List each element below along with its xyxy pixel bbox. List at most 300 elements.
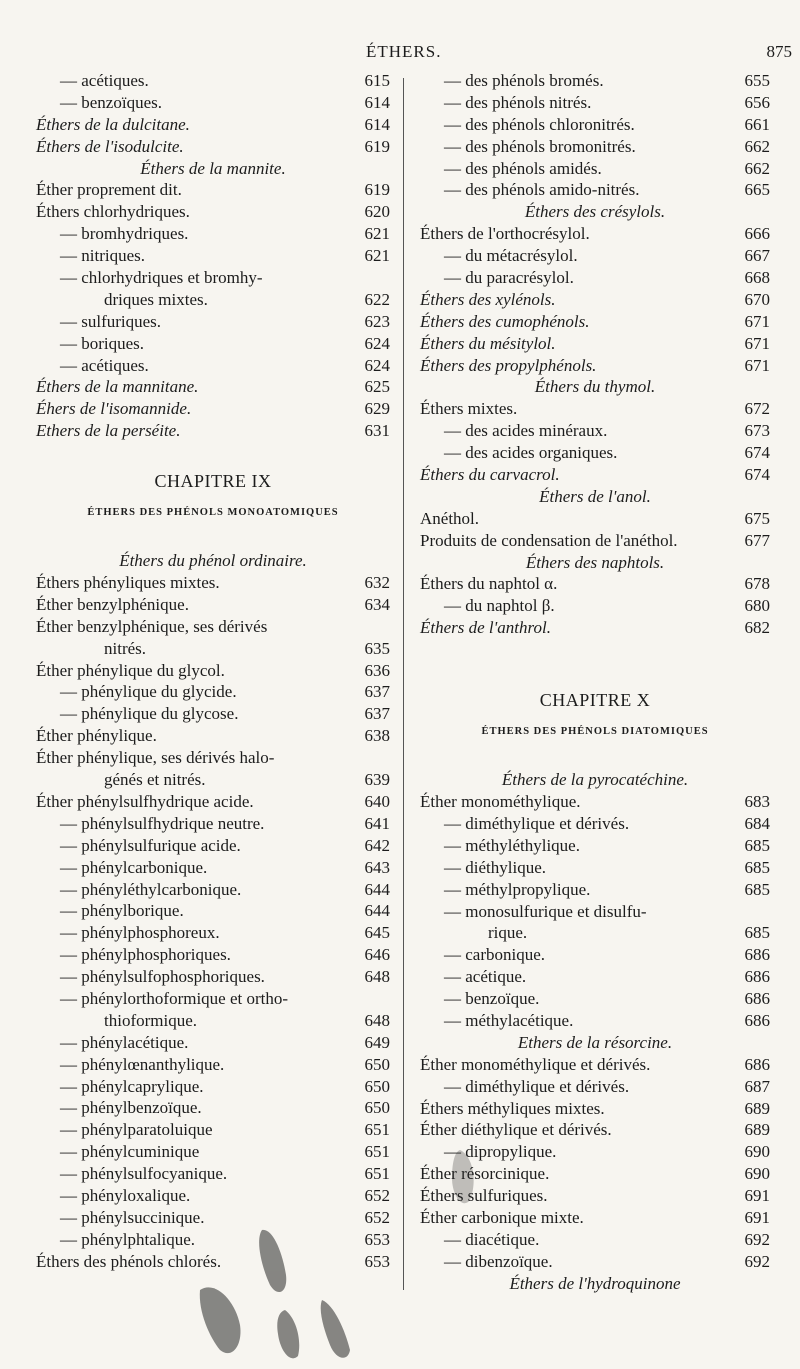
- index-entry: [36, 223, 390, 245]
- entry-page-number: 651: [364, 1120, 390, 1140]
- entry-page-number: 685: [744, 879, 770, 899]
- entry-page-number: 619: [364, 136, 390, 156]
- entry-label: Éthers du thymol.: [534, 377, 656, 397]
- spacer: [420, 747, 770, 769]
- entry-page-number: 675: [744, 508, 770, 528]
- entry-label: Éhers de l'isomannide.: [36, 399, 192, 419]
- entry-label: Produits de condensation de l'anéthol.: [420, 530, 678, 550]
- index-entry: [420, 223, 770, 245]
- index-entry: [420, 966, 770, 988]
- index-entry: [420, 1098, 770, 1120]
- index-entry: [420, 1251, 770, 1273]
- entry-page-number: 650: [364, 1098, 390, 1118]
- entry-page-number: 655: [744, 71, 770, 90]
- entry-page-number: 670: [744, 289, 770, 309]
- entry-page-number: 674: [744, 465, 770, 485]
- entry-label: Éthers du phénol ordinaire.: [119, 551, 307, 571]
- left-column: [36, 70, 390, 1273]
- entry-label: — phénylsuccinique.: [60, 1207, 205, 1227]
- entry-page-number: 621: [364, 224, 390, 244]
- entry-label: — phénylphosphoriques.: [60, 945, 231, 965]
- index-entry: [36, 857, 390, 879]
- index-entry: [420, 1185, 770, 1207]
- entry-page-number: 639: [364, 770, 390, 790]
- entry-page-number: 689: [744, 1098, 770, 1118]
- section-heading: [36, 498, 390, 528]
- entry-page-number: 649: [364, 1032, 390, 1052]
- entry-page-number: 680: [744, 596, 770, 616]
- entry-label: — phénylsulfocyanique.: [60, 1164, 228, 1184]
- entry-label: Éther benzylphénique, ses dérivés: [36, 616, 268, 636]
- index-entry: [420, 70, 770, 92]
- index-entry: [36, 1185, 390, 1207]
- index-entry: [420, 179, 770, 201]
- entry-label: — phénylsulfhydrique neutre.: [60, 813, 265, 833]
- entry-page-number: 620: [364, 202, 390, 222]
- entry-label: Éthers de la pyrocatéchine.: [501, 770, 689, 790]
- subsection-heading: [36, 550, 390, 572]
- index-entry: [36, 725, 390, 747]
- entry-label: — méthylpropylique.: [444, 879, 591, 899]
- entry-page-number: 656: [744, 92, 770, 112]
- index-entry: [36, 616, 390, 638]
- entry-label: — phénylsulfurique acide.: [60, 835, 241, 855]
- entry-label: CHAPITRE IX: [154, 471, 272, 492]
- entry-page-number: 637: [364, 682, 390, 702]
- entry-label: — des phénols amido-nitrés.: [444, 180, 640, 200]
- entry-page-number: 631: [364, 421, 390, 441]
- entry-page-number: 625: [364, 377, 390, 397]
- entry-label: génés et nitrés.: [104, 770, 206, 790]
- index-entry: [420, 1076, 770, 1098]
- entry-page-number: 646: [364, 945, 390, 965]
- entry-page-number: 686: [744, 967, 770, 987]
- index-entry: [36, 1010, 390, 1032]
- entry-label: nitrés.: [104, 638, 147, 658]
- entry-page-number: 690: [744, 1142, 770, 1162]
- entry-page-number: 653: [364, 1229, 390, 1249]
- entry-page-number: 692: [744, 1251, 770, 1271]
- entry-page-number: 686: [744, 1010, 770, 1030]
- index-entry: [36, 703, 390, 725]
- entry-label: — diméthylique et dérivés.: [444, 813, 630, 833]
- entry-page-number: 648: [364, 1010, 390, 1030]
- index-entry: [36, 201, 390, 223]
- index-entry: [36, 1251, 390, 1273]
- entry-label: Éthers des propylphénols.: [420, 355, 597, 375]
- entry-page-number: 671: [744, 355, 770, 375]
- entry-page-number: 629: [364, 399, 390, 419]
- entry-page-number: 662: [744, 136, 770, 156]
- entry-page-number: 677: [744, 530, 770, 550]
- entry-label: — des acides minéraux.: [444, 421, 608, 441]
- entry-label: — phénylorthoformique et ortho-: [60, 988, 289, 1008]
- index-entry: [36, 136, 390, 158]
- entry-page-number: 665: [744, 180, 770, 200]
- entry-label: Éthers méthyliques mixtes.: [420, 1098, 605, 1118]
- entry-page-number: 691: [744, 1207, 770, 1227]
- entry-page-number: 662: [744, 158, 770, 178]
- entry-label: — phénylcarbonique.: [60, 857, 208, 877]
- entry-page-number: 651: [364, 1164, 390, 1184]
- index-entry: [420, 136, 770, 158]
- entry-page-number: 666: [744, 224, 770, 244]
- index-entry: [420, 267, 770, 289]
- index-entry: [420, 333, 770, 355]
- entry-page-number: 641: [364, 813, 390, 833]
- index-entry: [420, 1163, 770, 1185]
- entry-label: — phénylphtalique.: [60, 1229, 196, 1249]
- entry-label: Éthers de l'isodulcite.: [36, 136, 184, 156]
- index-entry: [36, 791, 390, 813]
- entry-label: — benzoïque.: [444, 989, 540, 1009]
- entry-page-number: 691: [744, 1186, 770, 1206]
- entry-label: — des phénols nitrés.: [444, 92, 592, 112]
- entry-page-number: 674: [744, 443, 770, 463]
- entry-page-number: 668: [744, 268, 770, 288]
- entry-label: Éthers des xylénols.: [420, 289, 556, 309]
- entry-page-number: 650: [364, 1076, 390, 1096]
- entry-label: — diacétique.: [444, 1229, 540, 1249]
- index-entry: [36, 1163, 390, 1185]
- entry-page-number: 687: [744, 1076, 770, 1096]
- entry-page-number: 661: [744, 114, 770, 134]
- index-entry: [36, 355, 390, 377]
- entry-label: Éthers du mésitylol.: [420, 333, 556, 353]
- entry-label: ÉTHERS DES PHÉNOLS MONOATOMIQUES: [87, 507, 339, 519]
- entry-label: rique.: [488, 923, 528, 943]
- spacer: [420, 639, 770, 683]
- entry-label: Éthers des crésylols.: [524, 202, 666, 222]
- entry-label: — du paracrésylol.: [444, 268, 574, 288]
- index-entry: [36, 835, 390, 857]
- entry-label: Éther phénylique, ses dérivés halo-: [36, 748, 275, 768]
- entry-label: — phénylborique.: [60, 901, 184, 921]
- subsection-heading: [420, 376, 770, 398]
- index-entry: [420, 398, 770, 420]
- index-entry: [420, 114, 770, 136]
- running-title: ÉTHERS.: [366, 42, 442, 61]
- index-entry: [420, 944, 770, 966]
- entry-label: Éthers des naphtols.: [525, 552, 665, 572]
- entry-label: — phénylœnanthylique.: [60, 1054, 225, 1074]
- index-entry: [420, 1010, 770, 1032]
- entry-label: — sulfuriques.: [60, 311, 162, 331]
- index-entry: [36, 1097, 390, 1119]
- entry-label: — nitriques.: [60, 246, 145, 266]
- entry-page-number: 638: [364, 726, 390, 746]
- entry-label: — phénylcuminique: [60, 1142, 200, 1162]
- entry-label: Éther résorcinique.: [420, 1164, 550, 1184]
- entry-label: Éther diéthylique et dérivés.: [420, 1120, 612, 1140]
- entry-page-number: 682: [744, 618, 770, 638]
- entry-label: — phénylbenzoïque.: [60, 1098, 202, 1118]
- index-entry: [36, 114, 390, 136]
- index-entry: [420, 835, 770, 857]
- chapter-heading: [36, 464, 390, 498]
- entry-label: Éthers mixtes.: [420, 399, 518, 419]
- entry-page-number: 689: [744, 1120, 770, 1140]
- subsection-heading: [420, 769, 770, 791]
- entry-label: Éthers de l'anol.: [539, 486, 651, 506]
- entry-label: — du naphtol β.: [444, 596, 555, 616]
- entry-page-number: 653: [364, 1251, 390, 1271]
- entry-label: — chlorhydriques et bromhy-: [60, 268, 263, 288]
- entry-page-number: 619: [364, 180, 390, 200]
- index-entry: [420, 988, 770, 1010]
- entry-page-number: 650: [364, 1054, 390, 1074]
- entry-page-number: 652: [364, 1185, 390, 1205]
- index-entry: [420, 289, 770, 311]
- entry-label: — phénylphosphoreux.: [60, 923, 220, 943]
- entry-page-number: 614: [364, 114, 390, 134]
- index-entry: [36, 376, 390, 398]
- entry-label: Éthers de l'orthocrésylol.: [420, 224, 590, 244]
- index-entry: [36, 1076, 390, 1098]
- index-entry: [36, 572, 390, 594]
- entry-page-number: 635: [364, 638, 390, 658]
- index-entry: [36, 988, 390, 1010]
- subsection-heading: [420, 552, 770, 574]
- entry-label: — carbonique.: [444, 945, 546, 965]
- entry-page-number: 652: [364, 1207, 390, 1227]
- entry-label: Éthers du naphtol α.: [420, 574, 558, 594]
- entry-page-number: 690: [744, 1164, 770, 1184]
- entry-label: driques mixtes.: [104, 289, 208, 309]
- entry-label: Ethers de la résorcine.: [517, 1032, 673, 1052]
- entry-label: Éthers du carvacrol.: [420, 465, 560, 485]
- index-entry: [36, 245, 390, 267]
- subsection-heading: [420, 1273, 770, 1295]
- entry-label: — diéthylique.: [444, 857, 546, 877]
- entry-page-number: 621: [364, 246, 390, 266]
- entry-label: — phénylparatoluique: [60, 1120, 213, 1140]
- index-entry: [36, 747, 390, 769]
- entry-page-number: 667: [744, 246, 770, 266]
- index-entry: [36, 179, 390, 201]
- entry-label: — acétiques.: [60, 71, 149, 90]
- entry-label: — des phénols bromés.: [444, 71, 604, 90]
- entry-label: Éthers de la mannitane.: [36, 377, 199, 397]
- index-entry: [36, 966, 390, 988]
- index-entry: [36, 311, 390, 333]
- index-entry: [420, 1207, 770, 1229]
- index-entry: [420, 508, 770, 530]
- entry-page-number: 634: [364, 594, 390, 614]
- entry-label: Anéthol.: [420, 508, 480, 528]
- entry-page-number: 648: [364, 967, 390, 987]
- index-entry: [36, 638, 390, 660]
- entry-label: Éthers chlorhydriques.: [36, 202, 190, 222]
- entry-label: — des phénols amidés.: [444, 158, 602, 178]
- entry-label: Éthers de l'anthrol.: [420, 618, 551, 638]
- entry-label: — phénylsulfophosphoriques.: [60, 967, 265, 987]
- entry-label: Éther monométhylique.: [420, 792, 581, 812]
- index-entry: [36, 1119, 390, 1141]
- entry-label: — phényloxalique.: [60, 1185, 191, 1205]
- entry-page-number: 686: [744, 989, 770, 1009]
- index-entry: [420, 901, 770, 923]
- index-entry: [420, 420, 770, 442]
- entry-label: — boriques.: [60, 333, 145, 353]
- column-divider: [403, 78, 404, 1290]
- index-entry: [36, 92, 390, 114]
- entry-page-number: 615: [364, 71, 390, 90]
- entry-label: — phénylcaprylique.: [60, 1076, 204, 1096]
- index-entry: [420, 791, 770, 813]
- index-entry: [36, 681, 390, 703]
- entry-page-number: 684: [744, 813, 770, 833]
- index-entry: [36, 1207, 390, 1229]
- index-entry: [36, 398, 390, 420]
- index-entry: [420, 1119, 770, 1141]
- entry-label: Éther phénylique du glycol.: [36, 660, 225, 680]
- index-entry: [36, 660, 390, 682]
- entry-page-number: 686: [744, 945, 770, 965]
- entry-label: — bromhydriques.: [60, 224, 189, 244]
- index-entry: [420, 922, 770, 944]
- entry-page-number: 642: [364, 835, 390, 855]
- index-entry: [36, 769, 390, 791]
- entry-page-number: 644: [364, 901, 390, 921]
- entry-page-number: 644: [364, 879, 390, 899]
- section-heading: [420, 717, 770, 747]
- entry-label: — diméthylique et dérivés.: [444, 1076, 630, 1096]
- entry-label: — phénylique du glycide.: [60, 682, 237, 702]
- page-number: 875: [766, 42, 792, 61]
- entry-label: — phényléthylcarbonique.: [60, 879, 242, 899]
- entry-page-number: 678: [744, 574, 770, 594]
- entry-label: Éthers de la mannite.: [140, 158, 286, 178]
- entry-label: ÉTHERS DES PHÉNOLS DIATOMIQUES: [481, 726, 709, 738]
- index-entry: [420, 857, 770, 879]
- entry-page-number: 672: [744, 399, 770, 419]
- index-entry: [420, 158, 770, 180]
- entry-label: Éther proprement dit.: [36, 180, 182, 200]
- subsection-heading: [420, 201, 770, 223]
- entry-label: Éther phénylique.: [36, 726, 157, 746]
- index-entry: [36, 944, 390, 966]
- index-entry: [36, 1032, 390, 1054]
- entry-label: — phénylique du glycose.: [60, 704, 239, 724]
- index-entry: [420, 595, 770, 617]
- entry-label: Éther benzylphénique.: [36, 594, 189, 614]
- index-entry: [420, 464, 770, 486]
- index-entry: [36, 1141, 390, 1163]
- index-entry: [36, 267, 390, 289]
- index-entry: [420, 1141, 770, 1163]
- chapter-heading: [420, 683, 770, 717]
- index-entry: [420, 1054, 770, 1076]
- entry-page-number: 671: [744, 311, 770, 331]
- entry-label: Éthers phényliques mixtes.: [36, 573, 220, 593]
- entry-label: Éthers de la dulcitane.: [36, 114, 190, 134]
- index-entry: [420, 1229, 770, 1251]
- spacer: [36, 442, 390, 464]
- entry-page-number: 632: [364, 573, 390, 593]
- entry-label: — monosulfurique et disulfu-: [444, 901, 647, 921]
- entry-label: — du métacrésylol.: [444, 246, 578, 266]
- entry-label: — des phénols bromonitrés.: [444, 136, 636, 156]
- entry-page-number: 685: [744, 835, 770, 855]
- entry-label: — des phénols chloronitrés.: [444, 114, 635, 134]
- entry-label: thioformique.: [104, 1010, 198, 1030]
- subsection-heading: [36, 158, 390, 180]
- entry-page-number: 651: [364, 1142, 390, 1162]
- index-entry: [36, 70, 390, 92]
- index-entry: [36, 1229, 390, 1251]
- entry-page-number: 645: [364, 923, 390, 943]
- index-entry: [36, 900, 390, 922]
- index-entry: [420, 245, 770, 267]
- index-entry: [420, 311, 770, 333]
- index-entry: [420, 879, 770, 901]
- entry-label: — acétiques.: [60, 355, 149, 375]
- entry-label: Éthers des cumophénols.: [420, 311, 590, 331]
- entry-label: Éthers de l'hydroquinone: [509, 1273, 681, 1293]
- entry-label: Éther phénylsulfhydrique acide.: [36, 791, 254, 811]
- index-entry: [36, 420, 390, 442]
- spacer: [36, 528, 390, 550]
- right-column: [420, 70, 770, 1295]
- index-entry: [36, 594, 390, 616]
- entry-label: — benzoïques.: [60, 92, 162, 112]
- entry-page-number: 623: [364, 311, 390, 331]
- index-entry: [420, 573, 770, 595]
- entry-page-number: 636: [364, 660, 390, 680]
- index-entry: [36, 813, 390, 835]
- entry-label: — méthylacétique.: [444, 1010, 574, 1030]
- index-entry: [36, 333, 390, 355]
- index-entry: [420, 617, 770, 639]
- index-entry: [420, 813, 770, 835]
- entry-page-number: 685: [744, 857, 770, 877]
- entry-label: Éthers sulfuriques.: [420, 1186, 548, 1206]
- entry-label: — des acides organiques.: [444, 443, 618, 463]
- subsection-heading: [420, 486, 770, 508]
- entry-page-number: 692: [744, 1229, 770, 1249]
- index-entry: [36, 922, 390, 944]
- entry-label: — méthyléthylique.: [444, 835, 580, 855]
- index-entry: [36, 879, 390, 901]
- entry-page-number: 685: [744, 923, 770, 943]
- entry-label: Éther monométhylique et dérivés.: [420, 1054, 651, 1074]
- page-header: [0, 38, 800, 66]
- entry-page-number: 671: [744, 333, 770, 353]
- entry-label: — dipropylique.: [444, 1142, 557, 1162]
- subsection-heading: [420, 1032, 770, 1054]
- entry-label: — dibenzoïque.: [444, 1251, 553, 1271]
- index-entry: [420, 530, 770, 552]
- index-entry: [420, 442, 770, 464]
- entry-label: Ethers de la perséite.: [36, 421, 181, 441]
- entry-label: Éther carbonique mixte.: [420, 1207, 584, 1227]
- index-entry: [420, 355, 770, 377]
- entry-page-number: 624: [364, 333, 390, 353]
- entry-label: — phénylacétique.: [60, 1032, 189, 1052]
- entry-page-number: 622: [364, 289, 390, 309]
- entry-label: — acétique.: [444, 967, 527, 987]
- entry-page-number: 640: [364, 791, 390, 811]
- entry-page-number: 686: [744, 1054, 770, 1074]
- entry-page-number: 637: [364, 704, 390, 724]
- entry-page-number: 624: [364, 355, 390, 375]
- index-entry: [36, 289, 390, 311]
- entry-page-number: 614: [364, 92, 390, 112]
- entry-page-number: 673: [744, 421, 770, 441]
- entry-label: CHAPITRE X: [539, 690, 651, 711]
- entry-page-number: 643: [364, 857, 390, 877]
